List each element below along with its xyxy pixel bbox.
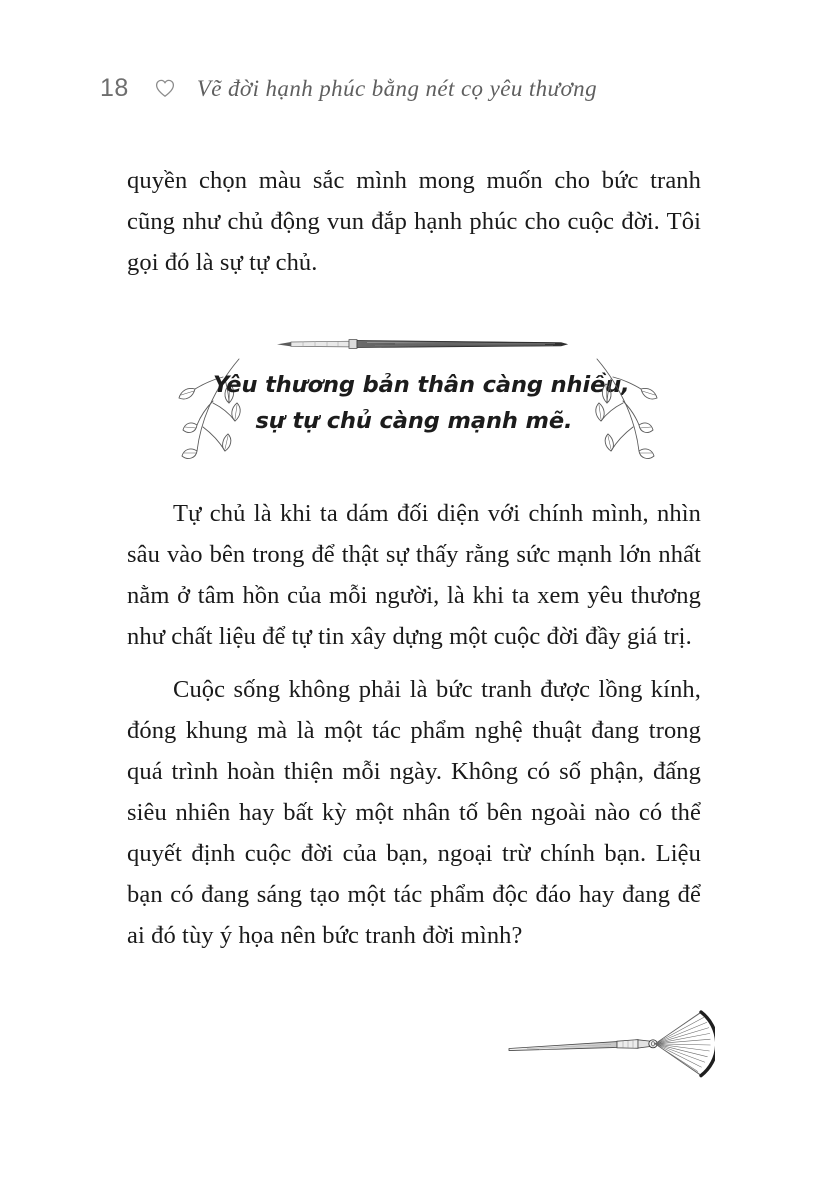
paintbrush-horizontal-icon [275, 333, 571, 355]
page-content [127, 160, 701, 956]
pull-quote-line-1: Yêu thương bản thân càng nhiều, [213, 372, 630, 398]
pull-quote-block [127, 323, 701, 493]
paragraph-continued: quyền chọn màu sắc mình mong muốn cho bức tranh cũng như chủ động vun đắp hạnh phúc cho cuộc đời. Tôi gọi đó là sự tự chủ. [127, 167, 701, 276]
olive-branch-leaf-icon [579, 355, 663, 463]
paragraph-life-artwork: Cuộc sống không phải là bức tranh được lồng kính, đóng khung mà là một tác phẩm nghệ thuật đang trong quá trình hoàn thiện mỗi ngày. Không có số phận, đấng siêu nhiên hay bất kỳ một nhân tố bên ngoài nào có thể quyết định cuộc đời của bạn, ngoại trừ chính bạn. Liệu bạn có đang sáng tạo một tác phẩm độc đáo hay đang để ai đó tùy ý họa nên bức tranh đời mình? [127, 676, 701, 949]
pull-quote-line-2: sự tự chủ càng mạnh mẽ. [255, 408, 573, 434]
fan-paintbrush-icon [505, 1008, 715, 1080]
running-header [100, 70, 597, 106]
page-number: 18 [100, 73, 129, 102]
spacer-above-quote [127, 283, 701, 323]
paragraph-self-mastery: Tự chủ là khi ta dám đối diện với chính mình, nhìn sâu vào bên trong để thật sự thấy rằng sức mạnh lớn nhất nằm ở tâm hồn của mỗi người, là khi ta xem yêu thương như chất liệu để tự tin xây dựng một cuộc đời đầy giá trị. [127, 500, 701, 650]
heart-outline-icon [155, 79, 175, 98]
book-title: Vẽ đời hạnh phúc bằng nét cọ yêu thương [196, 75, 597, 101]
pull-quote-text [213, 367, 630, 439]
